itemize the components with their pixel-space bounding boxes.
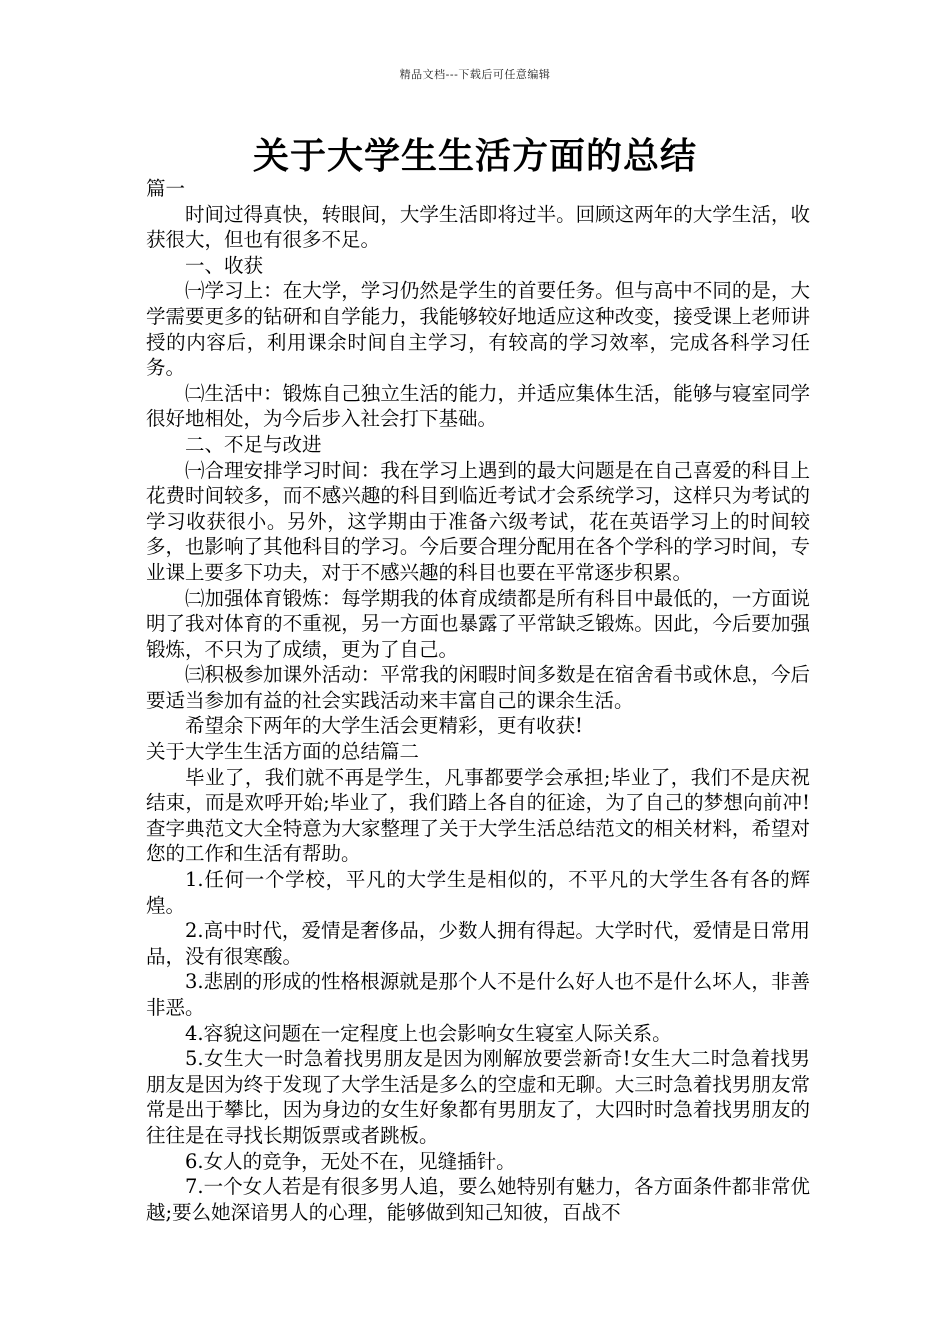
- document-body: [146, 176, 810, 1225]
- paragraph: 7.一个女人若是有很多男人追，要么她特别有魅力，各方面条件都非常优越;要么她深谙男人的心理，能够做到知己知彼，百战不: [146, 1175, 810, 1224]
- paragraph: 1.任何一个学校，平凡的大学生是相似的，不平凡的大学生各有各的辉煌。: [146, 868, 810, 917]
- paragraph: 4.容貌这问题在一定程度上也会影响女生寝室人际关系。: [185, 1021, 672, 1045]
- header-note: 精品文档---下载后可任意编辑: [399, 68, 551, 81]
- document-title: 关于大学生生活方面的总结: [252, 136, 697, 177]
- paragraph: 5.女生大一时急着找男朋友是因为刚解放要尝新奇!女生大二时急着找男朋友是因为终于发现了大学生活是多么的空虚和无聊。大三时急着找男朋友常常是出于攀比，因为身边的女生好象都有男朋友了，大四时时急着找男朋友的往往是在寻找长期饭票或者跳板。: [146, 1047, 810, 1147]
- paragraph: ㈠学习上：在大学，学习仍然是学生的首要任务。但与高中不同的是，大学需要更多的钻研和自学能力，我能够较好地适应这种改变，接受课上老师讲授的内容后，利用课余时间自主学习，有较高的学习效率，完成各科学习任务。: [146, 279, 810, 380]
- paragraph: 时间过得真快，转眼间，大学生活即将过半。回顾这两年的大学生活，收获很大，但也有很多不足。: [146, 202, 810, 252]
- paragraph: 毕业了，我们就不再是学生，凡事都要学会承担;毕业了，我们不是庆祝结束，而是欢呼开始;毕业了，我们踏上各自的征途，为了自己的梦想向前冲!查字典范文大全特意为大家整理了关于大学生活总结范文的相关材料，希望对您的工作和生活有帮助。: [146, 765, 810, 866]
- paragraph: 一、收获: [185, 253, 264, 277]
- paragraph: 2.高中时代，爱情是奢侈品，少数人拥有得起。大学时代，爱情是日常用品，没有很寒酸。: [146, 919, 810, 968]
- paragraph: ㈡生活中：锻炼自己独立生活的能力，并适应集体生活，能够与寝室同学很好地相处，为今后步入社会打下基础。: [146, 381, 810, 431]
- paragraph: 二、不足与改进: [185, 432, 322, 456]
- paragraph: 希望余下两年的大学生活会更精彩，更有收获!: [185, 714, 583, 738]
- paragraph: ㈢积极参加课外活动：平常我的闲暇时间多数是在宿舍看书或休息，今后要适当参加有益的社会实践活动来丰富自己的课余生活。: [146, 663, 810, 712]
- paragraph: ㈡加强体育锻炼：每学期我的体育成绩都是所有科目中最低的，一方面说明了我对体育的不重视，另一方面也暴露了平常缺乏锻炼。因此，今后要加强锻炼，不只为了成绩，更为了自己。: [146, 586, 810, 661]
- paragraph: ㈠合理安排学习时间：我在学习上遇到的最大问题是在自己喜爱的科目上花费时间较多，而不感兴趣的科目到临近考试才会系统学习，这样只为考试的学习收获很小。另外，这学期由于准备六级考试，花在英语学习上的时间较多，也影响了其他科目的学习。今后要合理分配用在各个学科的学习时间，专业课上要多下功夫，对于不感兴趣的科目也要在平常逐步积累。: [146, 458, 810, 584]
- paragraph: 6.女人的竞争，无处不在，见缝插针。: [185, 1149, 516, 1173]
- paragraph: 3.悲剧的形成的性格根源就是那个人不是什么好人也不是什么坏人，非善非恶。: [146, 970, 810, 1019]
- paragraph: 关于大学生生活方面的总结篇二: [146, 740, 420, 764]
- paragraph: 篇一: [146, 177, 186, 200]
